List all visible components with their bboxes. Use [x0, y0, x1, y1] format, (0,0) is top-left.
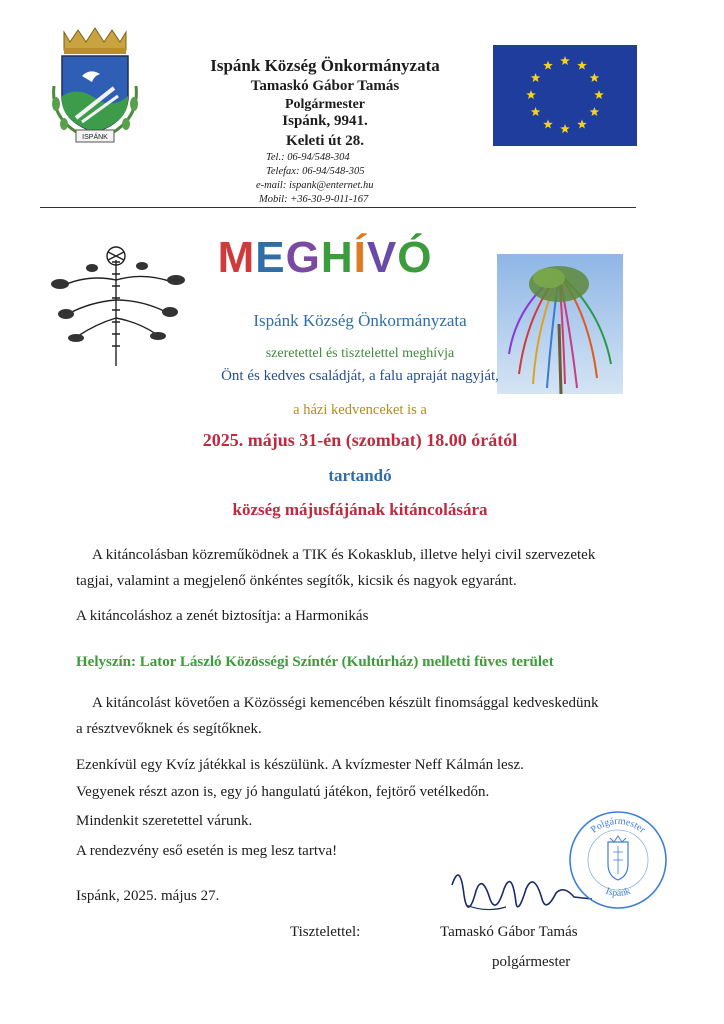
official-stamp: [566, 808, 670, 912]
body-p3b: a résztvevőknek és segítőknek.: [76, 721, 262, 737]
stamp-top-text: Polgármester: [588, 815, 648, 836]
title-letter: Ó: [397, 233, 433, 282]
body-p1b: tagjai, valamint a megjelenő önkéntes segítők, kicsik és nagyok egyaránt.: [76, 573, 517, 589]
invitation-org: Ispánk Község Önkormányzata: [253, 311, 467, 330]
body-p3a: A kitáncolást követően a Közösségi kemencében készült finomsággal kedveskedünk: [92, 695, 599, 711]
header-street: Keleti út 28.: [286, 133, 364, 149]
stamp-bottom-text: Ispánk: [603, 885, 632, 900]
signer-role: polgármester: [492, 954, 571, 970]
title-letter: V: [366, 233, 398, 282]
municipal-crest-logo: [48, 26, 142, 146]
header-city: Ispánk, 9941.: [282, 113, 368, 129]
header-org: Ispánk Község Önkormányzata: [210, 56, 440, 75]
header-mobil: Mobil: +36-30-9-011-167: [259, 194, 369, 205]
location-line: Helyszín: Lator László Közösségi Színtér (Kultúrház) melletti füves terület: [76, 654, 554, 670]
header-tel: Tel.: 06-94/548-304: [266, 152, 350, 163]
header-role: Polgármester: [284, 97, 366, 112]
title-letter: M: [217, 233, 256, 282]
body-p6: Mindenkit szeretettel várunk.: [76, 813, 253, 829]
body-p7: A rendezvény eső esetén is meg lesz tartva!: [76, 843, 338, 859]
eu-flag: [493, 45, 637, 146]
event-date: 2025. május 31-én (szombat) 18.00 órától: [202, 430, 518, 450]
invitation-line-3: Önt és kedves családját, a falu apraját nagyját,: [221, 368, 499, 384]
header-fax: Telefax: 06-94/548-305: [266, 166, 365, 177]
regards: Tisztelettel:: [290, 924, 361, 940]
header-name: Tamaskó Gábor Tamás: [250, 78, 400, 94]
place-date: Ispánk, 2025. május 27.: [76, 888, 220, 904]
page-title: [200, 233, 450, 283]
svg-text:Polgármester: [589, 816, 648, 836]
event-title: község májusfájának kitáncolására: [232, 500, 488, 519]
invitation-line-4: a házi kedvenceket is a: [293, 402, 427, 418]
body-p2: A kitáncoláshoz a zenét biztosítja: a Harmonikás: [76, 608, 369, 624]
svg-text:Ispánk: [604, 886, 632, 899]
invitation-line-5: tartandó: [328, 466, 392, 485]
header-divider: [40, 207, 636, 208]
title-letter: G: [285, 233, 321, 282]
title-letter: Í: [353, 233, 367, 282]
title-letter: E: [255, 233, 286, 282]
body-p4: Ezenkívül egy Kvíz játékkal is készülünk. A kvízmester Neff Kálmán lesz.: [76, 757, 524, 773]
signer-name: Tamaskó Gábor Tamás: [440, 924, 578, 940]
header-email: e-mail: ispank@enternet.hu: [256, 180, 374, 191]
invitation-line-2: szeretettel és tisztelettel meghívja: [265, 346, 455, 361]
title-letter: H: [320, 233, 354, 282]
crest-label: ISPÁNK: [82, 134, 108, 141]
body-p1a: A kitáncolásban közreműködnek a TIK és Kokasklub, illetve helyi civil szervezetek: [92, 547, 596, 563]
body-p5: Vegyenek részt azon is, egy jó hangulatú játékon, fejtörő vetélkedőn.: [76, 784, 490, 800]
